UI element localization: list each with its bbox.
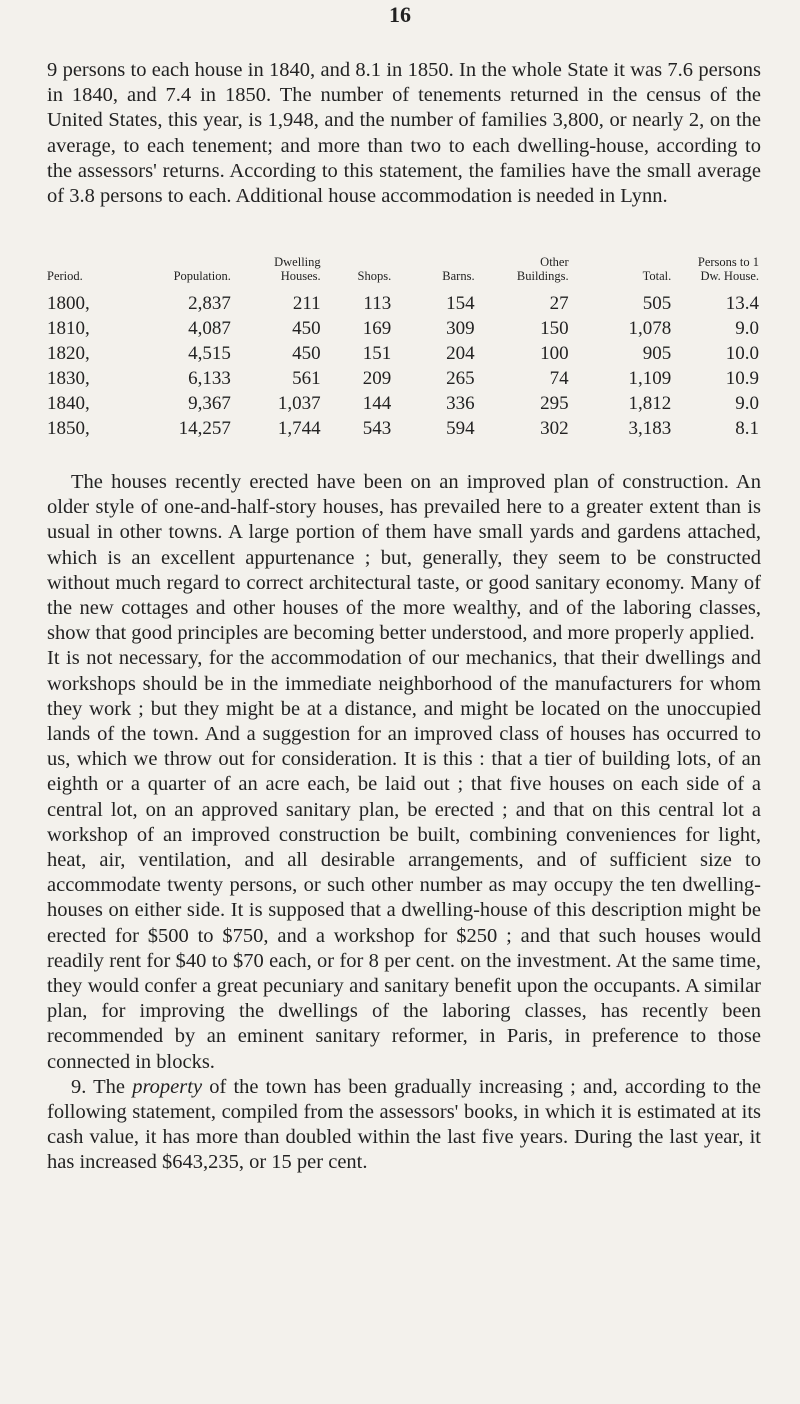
cell-other: 302: [540, 418, 569, 439]
paragraph-3: It is not necessary, for the accommodation of our mechanics, that their dwellings and workshops should be in the immediate neighborhood of the manufacturers for whom they work ; but they might be at a distance, and might be located on the unoccupied lands of the town. And a suggestion for an improved class of houses has occurred to us, which we throw out for consideration. It is this : that a tier of building lots, of an eighth or a quarter of an acre each, be laid out ; that five houses on each side of a central lot, on an approved sanitary plan, be erected ; and that on this central lot a workshop of an improved construction be built, combining conveniences for light, heat, air, ventilation, and all desirable arrangements, and of sufficient size to accommodate twenty persons, or such other number as may occupy the ten dwelling-houses on either side. It is supposed that a dwelling-house of this description might be erected for $500 to $750, and a workshop for $250 ; and that such houses would readily rent for $40 to $70 each, or for 8 per cent. on the investment. At the same time, they would confer a great pecuniary and sanitary benefit upon the occupants. A similar plan, for improving the dwellings of the laboring classes, has recently been recommended by an eminent sanitary reformer, in Paris, in preference to those connected in blocks.: [47, 647, 761, 1073]
cell-barns: 309: [446, 318, 475, 339]
table-row: [47, 341, 759, 366]
cell-other: 150: [540, 318, 569, 339]
header-barns: Barns.: [442, 269, 475, 283]
cell-shops: 209: [362, 368, 392, 389]
cell-population: 14,257: [178, 418, 231, 439]
table-row: [47, 316, 759, 341]
header-total: Total.: [642, 269, 672, 283]
cell-population: 4,087: [188, 318, 231, 339]
cell-ratio: 13.4: [725, 293, 759, 314]
cell-other: 74: [549, 368, 569, 389]
cell-dwelling: 211: [292, 293, 321, 314]
cell-shops: 543: [362, 418, 392, 439]
table-row: [47, 366, 759, 391]
italic-property: property: [132, 1075, 203, 1098]
cell-period: 1850,: [47, 418, 90, 439]
paragraph-1: 9 persons to each house in 1840, and 8.1 in 1850. In the whole State it was 7.6 persons in 1840, and 7.4 in 1850. The number of tenements returned in the census of the United States, this year, is 1,948, and the number of families 3,800, or nearly 2, on the average, to each tenement; and more than two to each dwelling-house, according to the assessors' returns. According to this statement, the families have the small average of 3.8 persons to each. Additional house accommodation is needed in Lynn.: [47, 59, 761, 208]
table-header-row: [47, 255, 759, 291]
cell-total: 1,109: [628, 368, 672, 389]
table-body: [47, 291, 759, 441]
header-period: Period.: [47, 269, 83, 283]
table-row: [47, 416, 759, 441]
cell-shops: 144: [362, 393, 392, 414]
cell-total: 1,078: [628, 318, 672, 339]
cell-population: 6,133: [188, 368, 231, 389]
cell-dwelling: 561: [292, 368, 321, 389]
cell-period: 1840,: [47, 393, 90, 414]
cell-other: 100: [540, 343, 569, 364]
cell-shops: 113: [363, 293, 392, 314]
paragraph-4: 9. The property of the town has been gradually increasing ; and, according to the following statement, compiled from the assessors' books, in which it is estimated at its cash value, it has more than doubled within the last five years. During the last year, it has increased $643,235, or 15 per cent.: [47, 1075, 761, 1174]
table-row: [47, 291, 759, 316]
cell-dwelling: 450: [292, 343, 321, 364]
cell-period: 1800,: [47, 293, 90, 314]
cell-barns: 336: [446, 393, 475, 414]
cell-barns: 204: [446, 343, 475, 364]
cell-other: 27: [549, 293, 569, 314]
cell-total: 3,183: [628, 418, 672, 439]
cell-other: 295: [540, 393, 569, 414]
cell-population: 9,367: [188, 393, 231, 414]
cell-ratio: 10.9: [725, 368, 759, 389]
paragraph-2: The houses recently erected have been on an improved plan of construction. An older style of one-and-half-story houses, has prevailed here to a greater extent than is usual in other towns. A large portion of them have small yards and gardens attached, which is an excellent appurtenance ; but, generally, they seem to be constructed without much regard to correct architectural taste, or good sanitary economy. Many of the new cottages and other houses of the more wealthy, and of the laboring classes, show that good principles are becoming better understood, and more properly applied.: [47, 471, 761, 645]
cell-dwelling: 1,037: [277, 393, 321, 414]
cell-total: 905: [642, 343, 672, 364]
cell-ratio: 10.0: [725, 343, 759, 364]
cell-shops: 151: [362, 343, 392, 364]
cell-shops: 169: [362, 318, 392, 339]
cell-period: 1830,: [47, 368, 90, 389]
paragraph-construction: [47, 470, 761, 1176]
cell-population: 2,837: [188, 293, 231, 314]
buildings-statistics-table: [47, 255, 759, 441]
table-row: [47, 391, 759, 416]
cell-ratio: 9.0: [735, 393, 759, 414]
cell-population: 4,515: [188, 343, 231, 364]
cell-period: 1820,: [47, 343, 90, 364]
cell-ratio: 9.0: [735, 318, 759, 339]
cell-total: 505: [642, 293, 672, 314]
paragraph-housing-census: [47, 58, 761, 209]
cell-dwelling: 450: [292, 318, 321, 339]
cell-barns: 594: [446, 418, 475, 439]
header-other-buildings: Other Buildings.: [516, 255, 569, 283]
cell-total: 1,812: [628, 393, 672, 414]
header-population: Population.: [173, 269, 231, 283]
cell-dwelling: 1,744: [277, 418, 321, 439]
header-persons-per-house: Persons to 1 Dw. House.: [697, 255, 759, 283]
header-shops: Shops.: [357, 269, 392, 283]
page-number: 16: [389, 2, 411, 27]
header-dwelling-houses: Dwelling Houses.: [274, 255, 321, 283]
cell-period: 1810,: [47, 318, 90, 339]
cell-barns: 265: [446, 368, 475, 389]
cell-barns: 154: [446, 293, 475, 314]
cell-ratio: 8.1: [735, 418, 759, 439]
